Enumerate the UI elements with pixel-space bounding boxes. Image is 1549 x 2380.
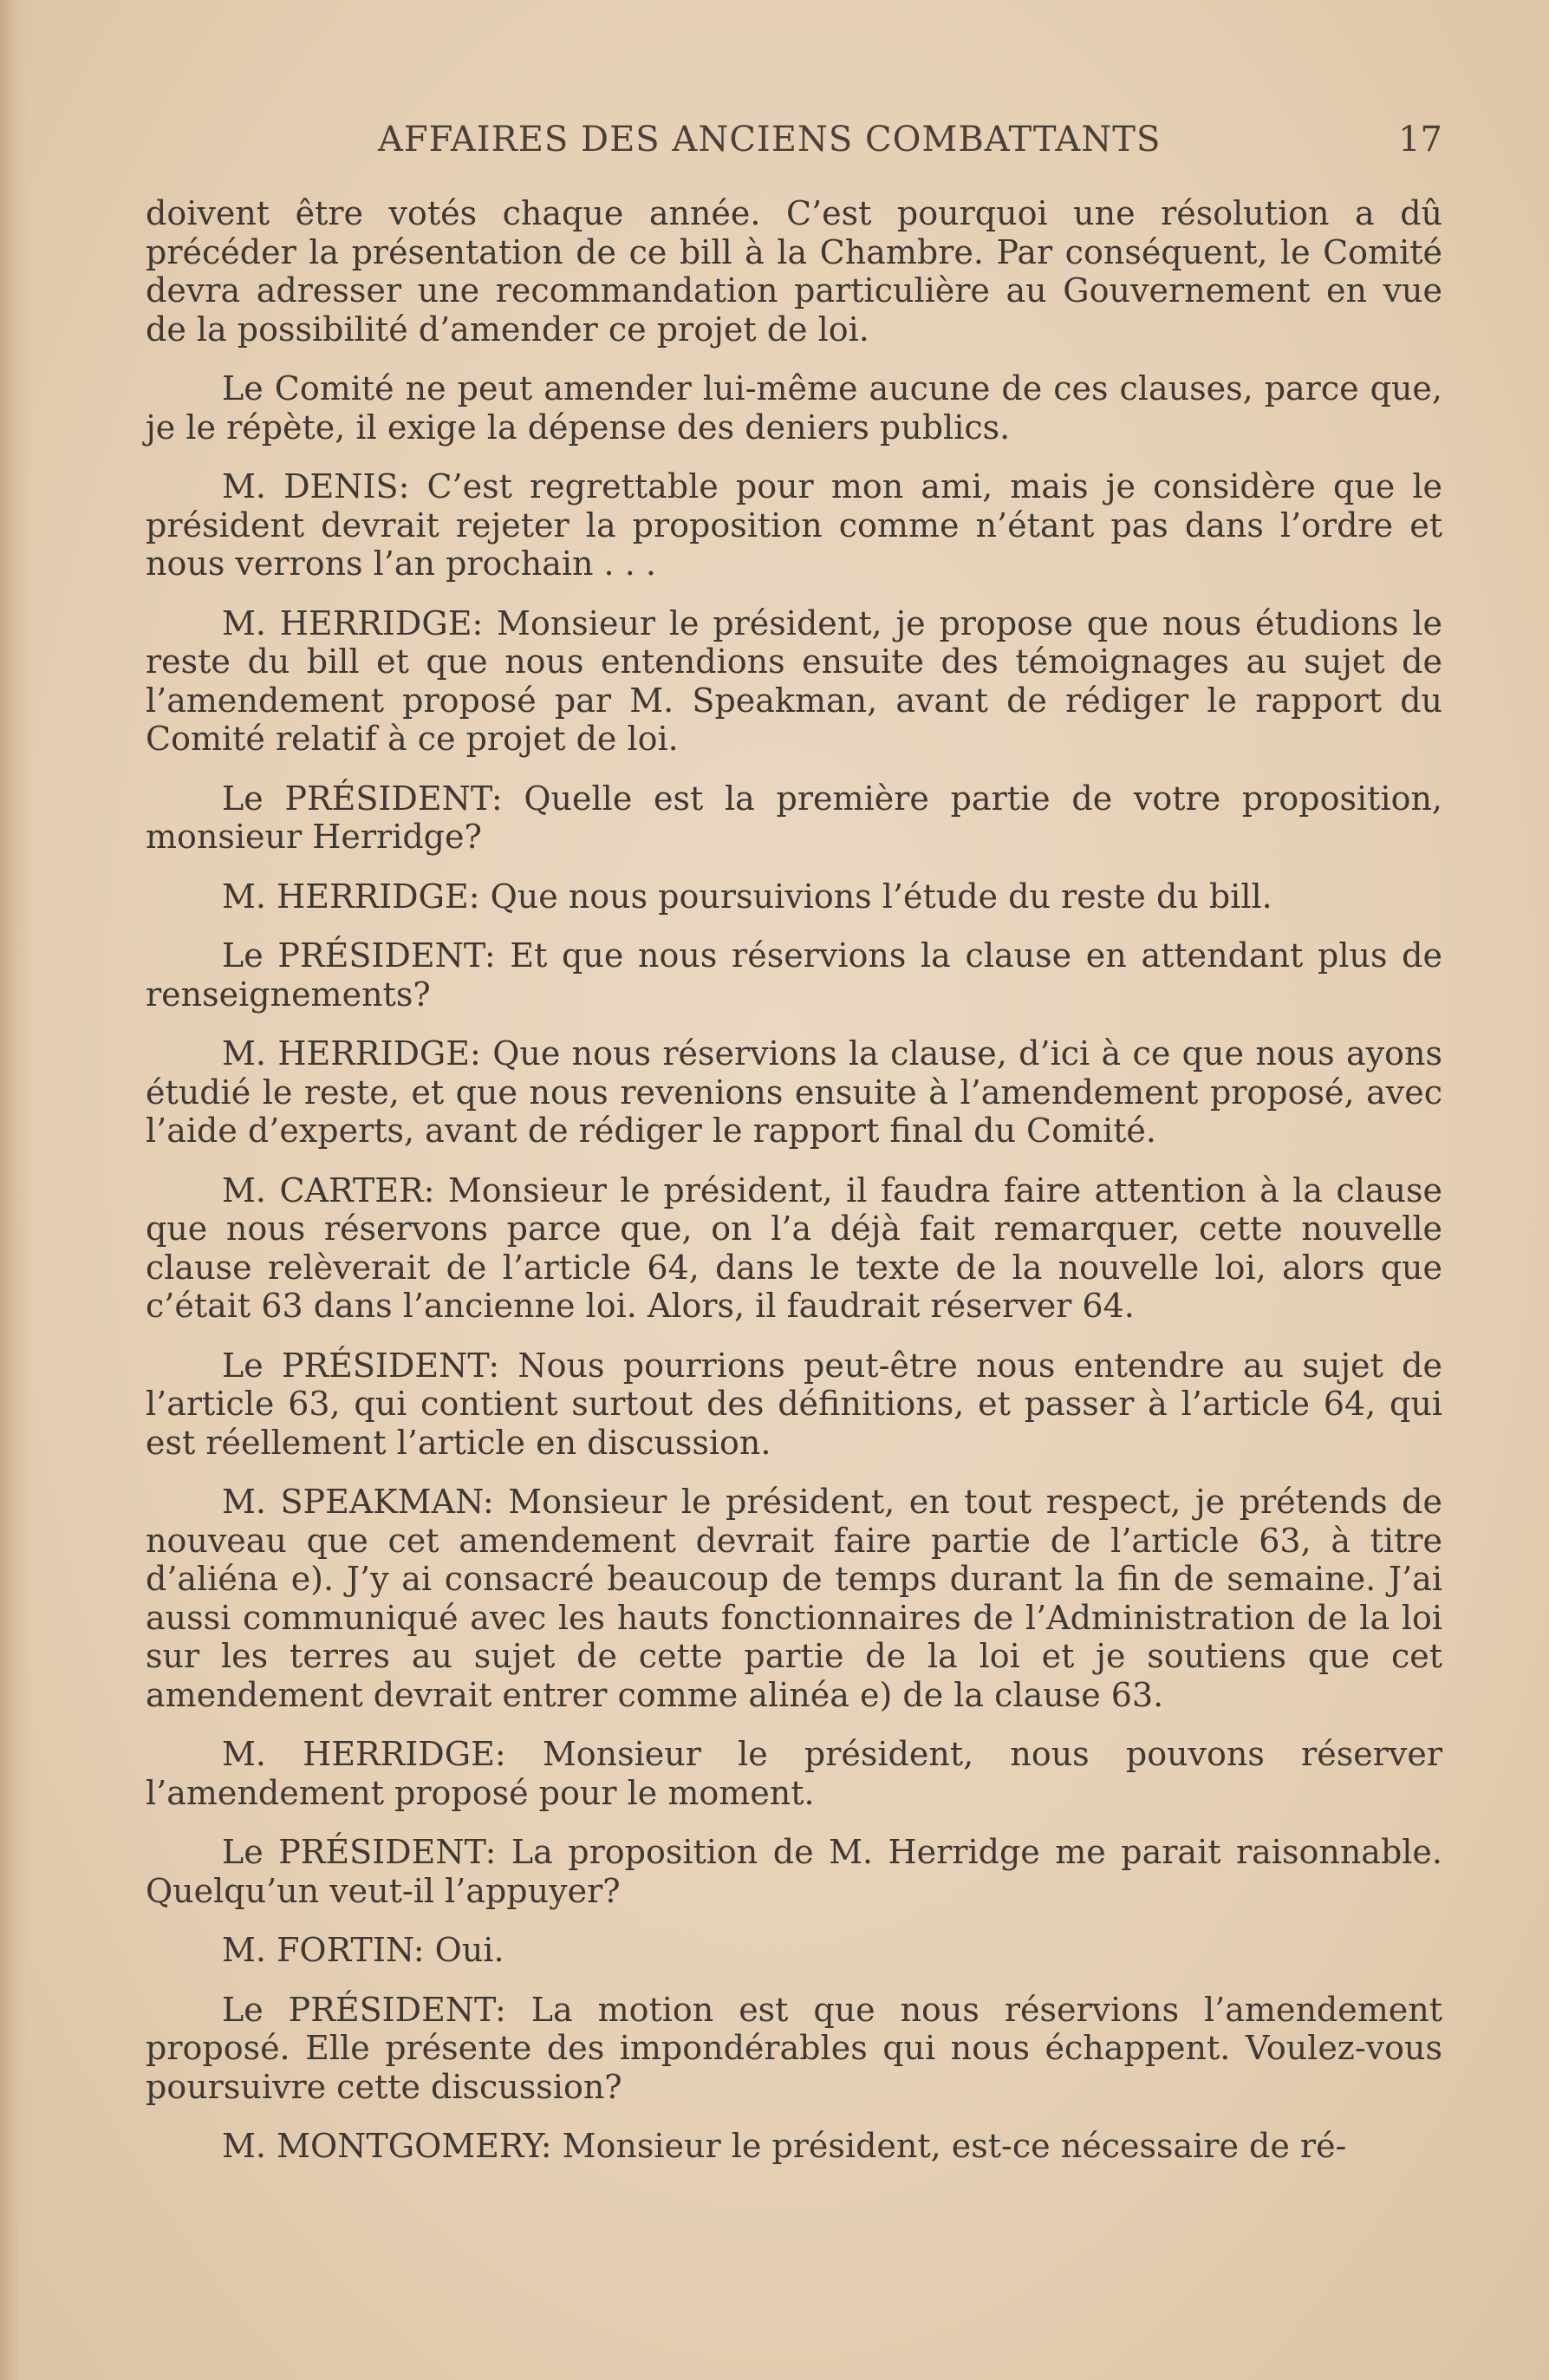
paragraph: M. HERRIDGE: Que nous réservions la clause, d’ici à ce que nous ayons étudié le reste, et que nous revenions ensuite à l’amendement proposé, avec l’aide d’experts, avant de rédiger le rapport final du Comité.	[146, 1034, 1442, 1150]
binding-edge	[0, 0, 33, 2380]
paragraph: Le PRÉSIDENT: La motion est que nous réservions l’amendement proposé. Elle présente des impondérables qui nous échappent. Voulez-vous poursuivre cette discussion?	[146, 1990, 1442, 2106]
paragraph: M. HERRIDGE: Monsieur le président, je propose que nous étudions le reste du bill et que nous entendions ensuite des témoignages au sujet de l’amendement proposé par M. Speakman, avant de rédiger le rapport du Comité relatif à ce projet de loi.	[146, 603, 1442, 758]
paragraph: M. MONTGOMERY: Monsieur le président, est-ce nécessaire de ré-	[222, 2127, 1347, 2165]
paragraph: M. SPEAKMAN: Monsieur le président, en tout respect, je prétends de nouveau que cet amendement devrait faire partie de l’article 63, à titre d’aliéna e). J’y ai consacré beaucoup de temps durant la fin de semaine. J’ai aussi communiqué avec les hauts fonctionnaires de l’Administration de la loi sur les terres au sujet de cette partie de la loi et je soutiens que cet amendement devrait entrer comme alinéa e) de la clause 63.	[146, 1483, 1442, 1714]
paragraph: M. CARTER: Monsieur le président, il faudra faire attention à la clause que nous réservons parce que, on l’a déjà fait remarquer, cette nouvelle clause relèverait de l’article 64, dans le texte de la nouvelle loi, alors que c’était 63 dans l’ancienne loi. Alors, il faudrait réserver 64.	[146, 1170, 1442, 1325]
paragraph: Le PRÉSIDENT: Nous pourrions peut-être nous entendre au sujet de l’article 63, qui contient surtout des définitions, et passer à l’article 64, qui est réellement l’article en discussion.	[146, 1346, 1442, 1462]
paragraph: doivent être votés chaque année. C’est pourquoi une résolution a dû précéder la présentation de ce bill à la Chambre. Par conséquent, le Comité devra adresser une recommandation particulière au Gouvernement en vue de la possibilité d’amender ce projet de loi.	[146, 194, 1442, 349]
paragraph: Le PRÉSIDENT: La proposition de M. Herridge me parait raisonnable. Quelqu’un veut-il l’appuyer?	[146, 1833, 1442, 1910]
paragraph: Le PRÉSIDENT: Quelle est la première partie de votre proposition, monsieur Herridge?	[146, 779, 1442, 856]
body-text	[146, 194, 1442, 2187]
paragraph: M. HERRIDGE: Que nous poursuivions l’étude du reste du bill.	[222, 877, 1272, 916]
paragraph: Le PRÉSIDENT: Et que nous réservions la clause en attendant plus de renseignements?	[146, 936, 1442, 1014]
paragraph: M. HERRIDGE: Monsieur le président, nous pouvons réserver l’amendement proposé pour le moment.	[146, 1735, 1442, 1812]
running-head-title: AFFAIRES DES ANCIENS COMBATTANTS	[378, 120, 1162, 160]
running-head	[146, 120, 1442, 172]
paragraph: Le Comité ne peut amender lui-même aucune de ces clauses, parce que, je le répète, il exige la dépense des deniers publics.	[146, 369, 1442, 447]
page-number: 17	[1398, 120, 1442, 160]
paragraph: M. DENIS: C’est regrettable pour mon ami, mais je considère que le président devrait rejeter la proposition comme n’étant pas dans l’ordre et nous verrons l’an prochain . . .	[146, 467, 1442, 583]
paragraph: M. FORTIN: Oui.	[222, 1931, 504, 1969]
